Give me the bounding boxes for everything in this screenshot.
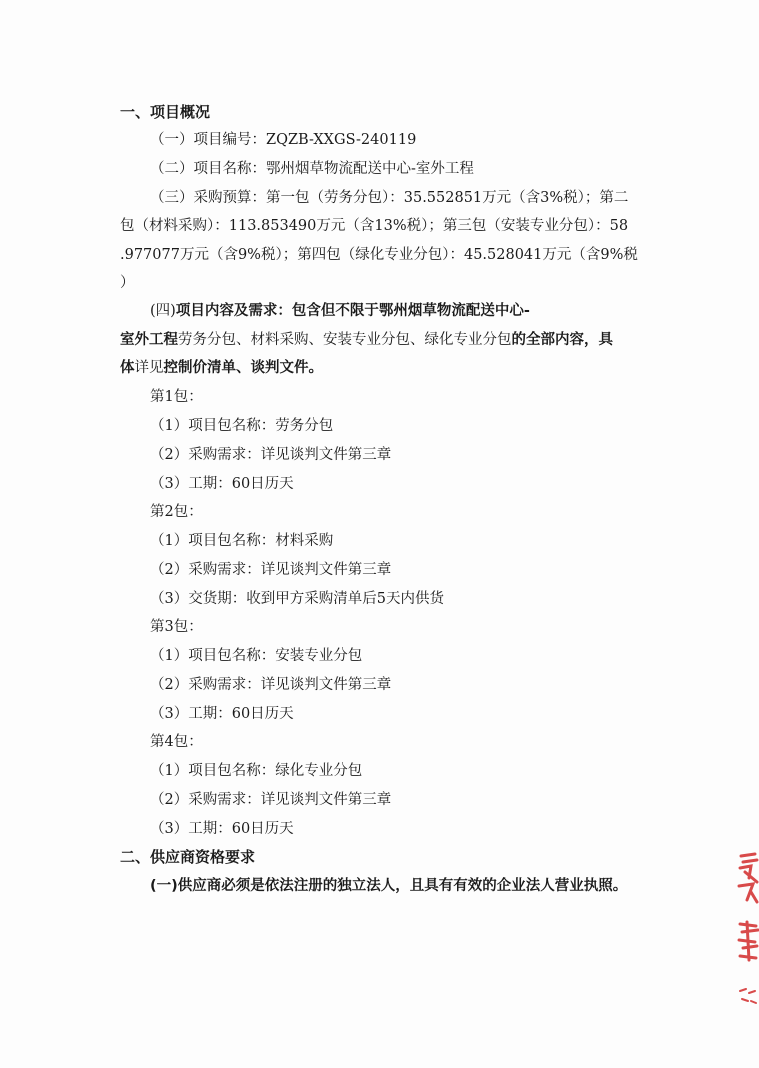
project-number: （一）项目编号：ZQZB-XXGS-240119: [150, 132, 417, 148]
package-title: 第3包：: [150, 619, 203, 635]
seal-fragment-icon: [737, 985, 759, 1007]
content-label: 项目内容及需求：: [175, 303, 292, 319]
package-title: 第4包：: [150, 734, 203, 750]
content-text-a: 包含但不限于鄂州烟草物流配送中心-: [291, 303, 530, 319]
content-line-3: [120, 358, 323, 378]
budget-line-3: .977077万元（含9%税）；第四包（绿化专业分包）：45.528041万元（含9%税: [120, 247, 638, 263]
seal-fragment-icon: [737, 920, 759, 962]
package-line: （2）采购需求：详见谈判文件第三章: [150, 562, 392, 578]
seal-fragment-icon: [737, 852, 759, 904]
package-line: （1）项目包名称：安装专业分包: [150, 648, 363, 664]
package-line: （2）采购需求：详见谈判文件第三章: [150, 792, 392, 808]
content-text-e: 体: [120, 360, 135, 376]
content-text-d: 的全部内容，具: [511, 332, 613, 348]
content-text-b: 室外工程: [120, 332, 178, 348]
project-name: （二）项目名称：鄂州烟草物流配送中心-室外工程: [150, 161, 474, 177]
budget-line-2: 包（材料采购）：113.853490万元（含13%税）；第三包（安装专业分包）：58: [120, 218, 629, 234]
package-line: （2）采购需求：详见谈判文件第三章: [150, 447, 392, 463]
package-line: （2）采购需求：详见谈判文件第三章: [150, 677, 392, 693]
content-line-1: [150, 301, 530, 321]
budget-line-4: ）: [120, 275, 135, 291]
qualification-item-1: (一)供应商必须是依法注册的独立法人，且具有有效的企业法人营业执照。: [150, 878, 628, 894]
budget-line-1: （三）采购预算：第一包（劳务分包）：35.552851万元（含3%税）；第二: [150, 190, 629, 206]
package-line: （3）交货期：收到甲方采购清单后5天内供货: [150, 591, 444, 607]
content-number: (四): [150, 303, 176, 319]
package-line: （3）工期：60日历天: [150, 476, 294, 492]
package-line: （1）项目包名称：绿化专业分包: [150, 763, 363, 779]
package-line: （1）项目包名称：劳务分包: [150, 418, 334, 434]
content-text-f: 详见: [134, 360, 164, 376]
content-line-2: [120, 330, 613, 350]
content-text-c: 劳务分包、材料采购、安装专业分包、绿化专业分包: [178, 332, 512, 348]
section-heading-overview: 一、项目概况: [120, 103, 211, 121]
package-title: 第2包：: [150, 504, 203, 520]
package-line: （3）工期：60日历天: [150, 706, 294, 722]
section-heading-qualification: 二、供应商资格要求: [120, 848, 256, 866]
content-text-g: 控制价清单、谈判文件。: [163, 360, 323, 376]
package-title: 第1包：: [150, 389, 203, 405]
package-line: （3）工期：60日历天: [150, 821, 294, 837]
package-line: （1）项目包名称：材料采购: [150, 533, 334, 549]
